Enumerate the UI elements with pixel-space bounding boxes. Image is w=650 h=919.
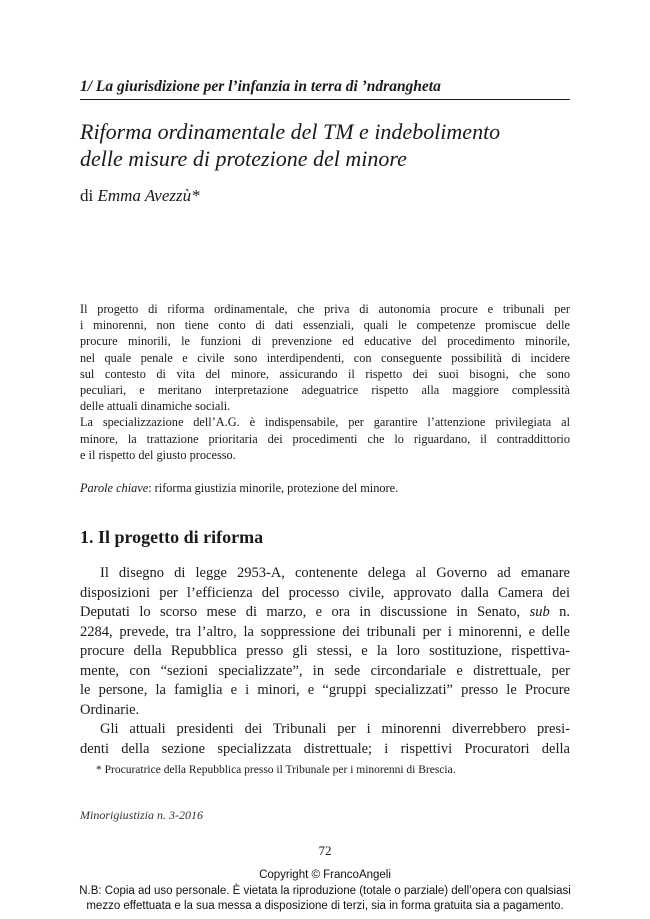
keywords <box>80 481 570 496</box>
header-divider <box>80 99 570 100</box>
keywords-label: Parole chiave <box>80 481 149 495</box>
copyright-notice <box>0 868 650 915</box>
byline-prefix: di <box>80 186 94 205</box>
abstract-line: La specializzazione dell’A.G. è indispensabile, per garantire l’attenzione privilegiata al <box>80 415 570 430</box>
title-line-1: Riforma ordinamentale del TM e indebolimento <box>80 119 501 144</box>
page-number: 72 <box>318 843 332 858</box>
abstract-line: e il rispetto del giusto processo. <box>80 447 236 462</box>
copyright-disclaimer: N.B: Copia ad uso personale. È vietata la riproduzione (totale o parziale) dell’opera con qualsiasi <box>79 884 571 897</box>
section-header: 1/ La giurisdizione per l’infanzia in terra di ’ndrangheta <box>80 78 441 95</box>
body-line: Gli attuali presidenti dei Tribunali per i minorenni diverrebbero presi- <box>100 721 570 737</box>
body-line <box>80 603 570 623</box>
abstract-line: Il progetto di riforma ordinamentale, che priva di autonomia procure e tribunali per <box>80 302 570 316</box>
abstract <box>80 301 570 463</box>
byline <box>80 186 200 206</box>
keywords-list: : riforma giustizia minorile, protezione del minore. <box>148 481 399 495</box>
title-line-2: delle misure di protezione del minore <box>80 146 407 171</box>
abstract-line: i minorenni, non tiene conto di dati essenziali, quali le competenze promiscue delle <box>80 318 570 333</box>
body-line: 2284, prevede, tra l’altro, la soppressione dei tribunali per i minorenni, e delle <box>80 623 570 640</box>
body-fragment: Deputati lo scorso mese di marzo, e ora in discussione in Senato, <box>80 604 530 620</box>
body-line: Il disegno di legge 2953-A, contenente delega al Governo ad emanare <box>100 565 570 581</box>
body-line: disposizioni per l’efficienza del processo civile, approvato dalla Camera dei <box>80 584 570 601</box>
body-text <box>80 564 570 759</box>
abstract-line: peculiari, e meritano interpretazione adeguatrice rispetto alla maggiore complessità <box>80 383 570 398</box>
body-line: le persone, la famiglia e i minori, e “gruppi specializzati” presso le Procure <box>80 682 570 698</box>
article-title <box>80 118 570 172</box>
abstract-line: sul contesto di vita del minore, assicurando il rispetto dei suoi bisogni, che sono <box>80 366 570 381</box>
abstract-line: nel quale penale e civile sono interdipendenti, con conseguente possibilità di incidere <box>80 350 570 365</box>
body-italic-word: sub <box>529 604 550 620</box>
body-line: procure della Repubblica presso gli stessi, e la loro sostituzione, rispettiva- <box>80 643 570 659</box>
author-name: Emma Avezzù* <box>97 186 200 205</box>
abstract-line: minore, la trattazione prioritaria dei procedimenti che lo riguardano, il contraddittorio <box>80 431 570 446</box>
section-heading: 1. Il progetto di riforma <box>80 527 264 547</box>
copyright-disclaimer: mezzo effettuata e la sua messa a disposizione di terzi, sia in forma gratuita sia a pagamento. <box>86 900 564 912</box>
abstract-line: delle attuali dinamiche sociali. <box>80 399 231 414</box>
body-fragment: n. <box>549 604 571 620</box>
body-line: mente, con “sezioni specializzate”, in sede circondariale e distrettuale, per <box>80 662 570 679</box>
abstract-line: procure minorili, le funzioni di prevenzione ed educative del procedimento minorile, <box>80 334 570 349</box>
footnote: * Procuratrice della Repubblica presso il Tribunale per i minorenni di Brescia. <box>96 764 456 776</box>
copyright-line: Copyright © FrancoAngeli <box>259 869 391 881</box>
body-line: denti della sezione specializzata distrettuale; i rispettivi Procuratori della <box>80 740 570 757</box>
journal-reference: Minorigiustizia n. 3-2016 <box>80 808 204 822</box>
body-line: Ordinarie. <box>80 701 140 718</box>
